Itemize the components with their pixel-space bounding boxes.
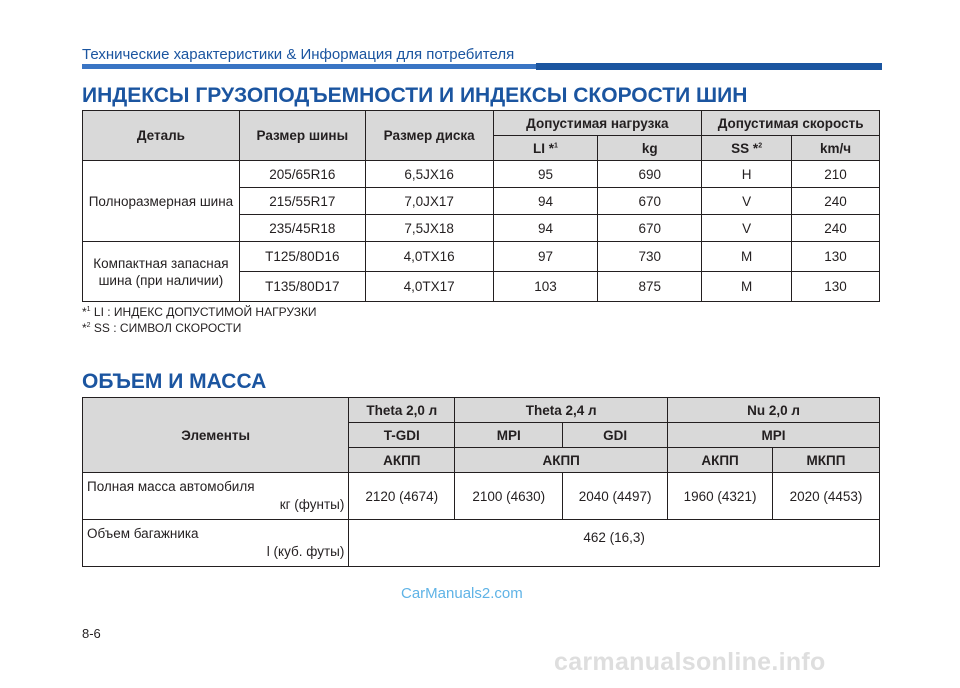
cell: M — [702, 272, 792, 302]
transmission-type: АКПП — [455, 448, 668, 473]
table-row — [83, 473, 880, 520]
col-header-li: LI *$^1$ — [493, 136, 598, 161]
col-header-part: Деталь — [83, 111, 240, 161]
cell: 2120 (4674) — [349, 473, 455, 520]
cell: T135/80D17 — [239, 272, 365, 302]
cell: 7,5JX18 — [365, 215, 493, 242]
cell: V — [702, 188, 792, 215]
table-header-row — [83, 398, 880, 423]
cell: 2020 (4453) — [773, 473, 880, 520]
injection-type: MPI — [455, 423, 563, 448]
cell: 130 — [792, 242, 880, 272]
cell: 240 — [792, 215, 880, 242]
group-full-size: Полноразмерная шина — [83, 161, 240, 242]
cell: 240 — [792, 188, 880, 215]
col-header-wheel-size: Размер диска — [365, 111, 493, 161]
cell: 94 — [493, 188, 598, 215]
group-compact-spare: Компактная запасная шина (при наличии) — [83, 242, 240, 302]
tires-section-title: ИНДЕКСЫ ГРУЗОПОДЪЕМНОСТИ И ИНДЕКСЫ СКОРОСТИ ШИН — [82, 84, 748, 107]
cell: 690 — [598, 161, 702, 188]
col-header-load: Допустимая нагрузка — [493, 111, 702, 136]
injection-type: GDI — [563, 423, 668, 448]
col-header-tire-size: Размер шины — [239, 111, 365, 161]
volume-section-title: ОБЪЕМ И МАССА — [82, 370, 267, 393]
cell: 6,5JX16 — [365, 161, 493, 188]
cell: 103 — [493, 272, 598, 302]
col-header-kg: kg — [598, 136, 702, 161]
cell: 97 — [493, 242, 598, 272]
trunk-volume-label: Объем багажника l (куб. футы) — [83, 520, 349, 567]
footnote-li: *$^1$ LI : ИНДЕКС ДОПУСТИМОЙ НАГРУЗКИ — [82, 305, 317, 319]
watermark-logo: CarManuals2.com — [401, 585, 523, 602]
page-number: 8-6 — [82, 626, 101, 641]
transmission-type: АКПП — [668, 448, 773, 473]
cell: 2040 (4497) — [563, 473, 668, 520]
cell: 2100 (4630) — [455, 473, 563, 520]
gross-weight-label: Полная масса автомобиля кг (фунты) — [83, 473, 349, 520]
cell: 1960 (4321) — [668, 473, 773, 520]
cell: 4,0TX17 — [365, 272, 493, 302]
cell: M — [702, 242, 792, 272]
volume-weight-table — [82, 397, 880, 567]
cell: 730 — [598, 242, 702, 272]
footnote-ss: *$^2$ SS : СИМВОЛ СКОРОСТИ — [82, 321, 242, 335]
page-header: Технические характеристики & Информация для потребителя — [82, 46, 515, 63]
cell: 130 — [792, 272, 880, 302]
injection-type: MPI — [668, 423, 880, 448]
col-header-kmh: km/ч — [792, 136, 880, 161]
cell: 670 — [598, 215, 702, 242]
table-row — [83, 520, 880, 567]
cell: 215/55R17 — [239, 188, 365, 215]
header-rule-accent — [536, 63, 882, 70]
cell: T125/80D16 — [239, 242, 365, 272]
engine-theta-24: Theta 2,4 л — [455, 398, 668, 423]
cell: 95 — [493, 161, 598, 188]
cell: 210 — [792, 161, 880, 188]
site-watermark: carmanualsonline.info — [554, 648, 826, 676]
cell: 7,0JX17 — [365, 188, 493, 215]
injection-type: T-GDI — [349, 423, 455, 448]
transmission-type: МКПП — [773, 448, 880, 473]
cell: 235/45R18 — [239, 215, 365, 242]
table-row — [83, 161, 880, 188]
trunk-volume-value: 462 (16,3) — [349, 520, 880, 567]
table-row — [83, 242, 880, 272]
col-header-elements: Элементы — [83, 398, 349, 473]
transmission-type: АКПП — [349, 448, 455, 473]
engine-theta-20: Theta 2,0 л — [349, 398, 455, 423]
col-header-speed: Допустимая скорость — [702, 111, 880, 136]
cell: V — [702, 215, 792, 242]
cell: 4,0TX16 — [365, 242, 493, 272]
cell: 875 — [598, 272, 702, 302]
cell: 670 — [598, 188, 702, 215]
col-header-ss: SS *$^2$ — [702, 136, 792, 161]
engine-nu-20: Nu 2,0 л — [668, 398, 880, 423]
table-header-row — [83, 111, 880, 136]
cell: H — [702, 161, 792, 188]
cell: 94 — [493, 215, 598, 242]
tire-index-table — [82, 110, 880, 302]
cell: 205/65R16 — [239, 161, 365, 188]
